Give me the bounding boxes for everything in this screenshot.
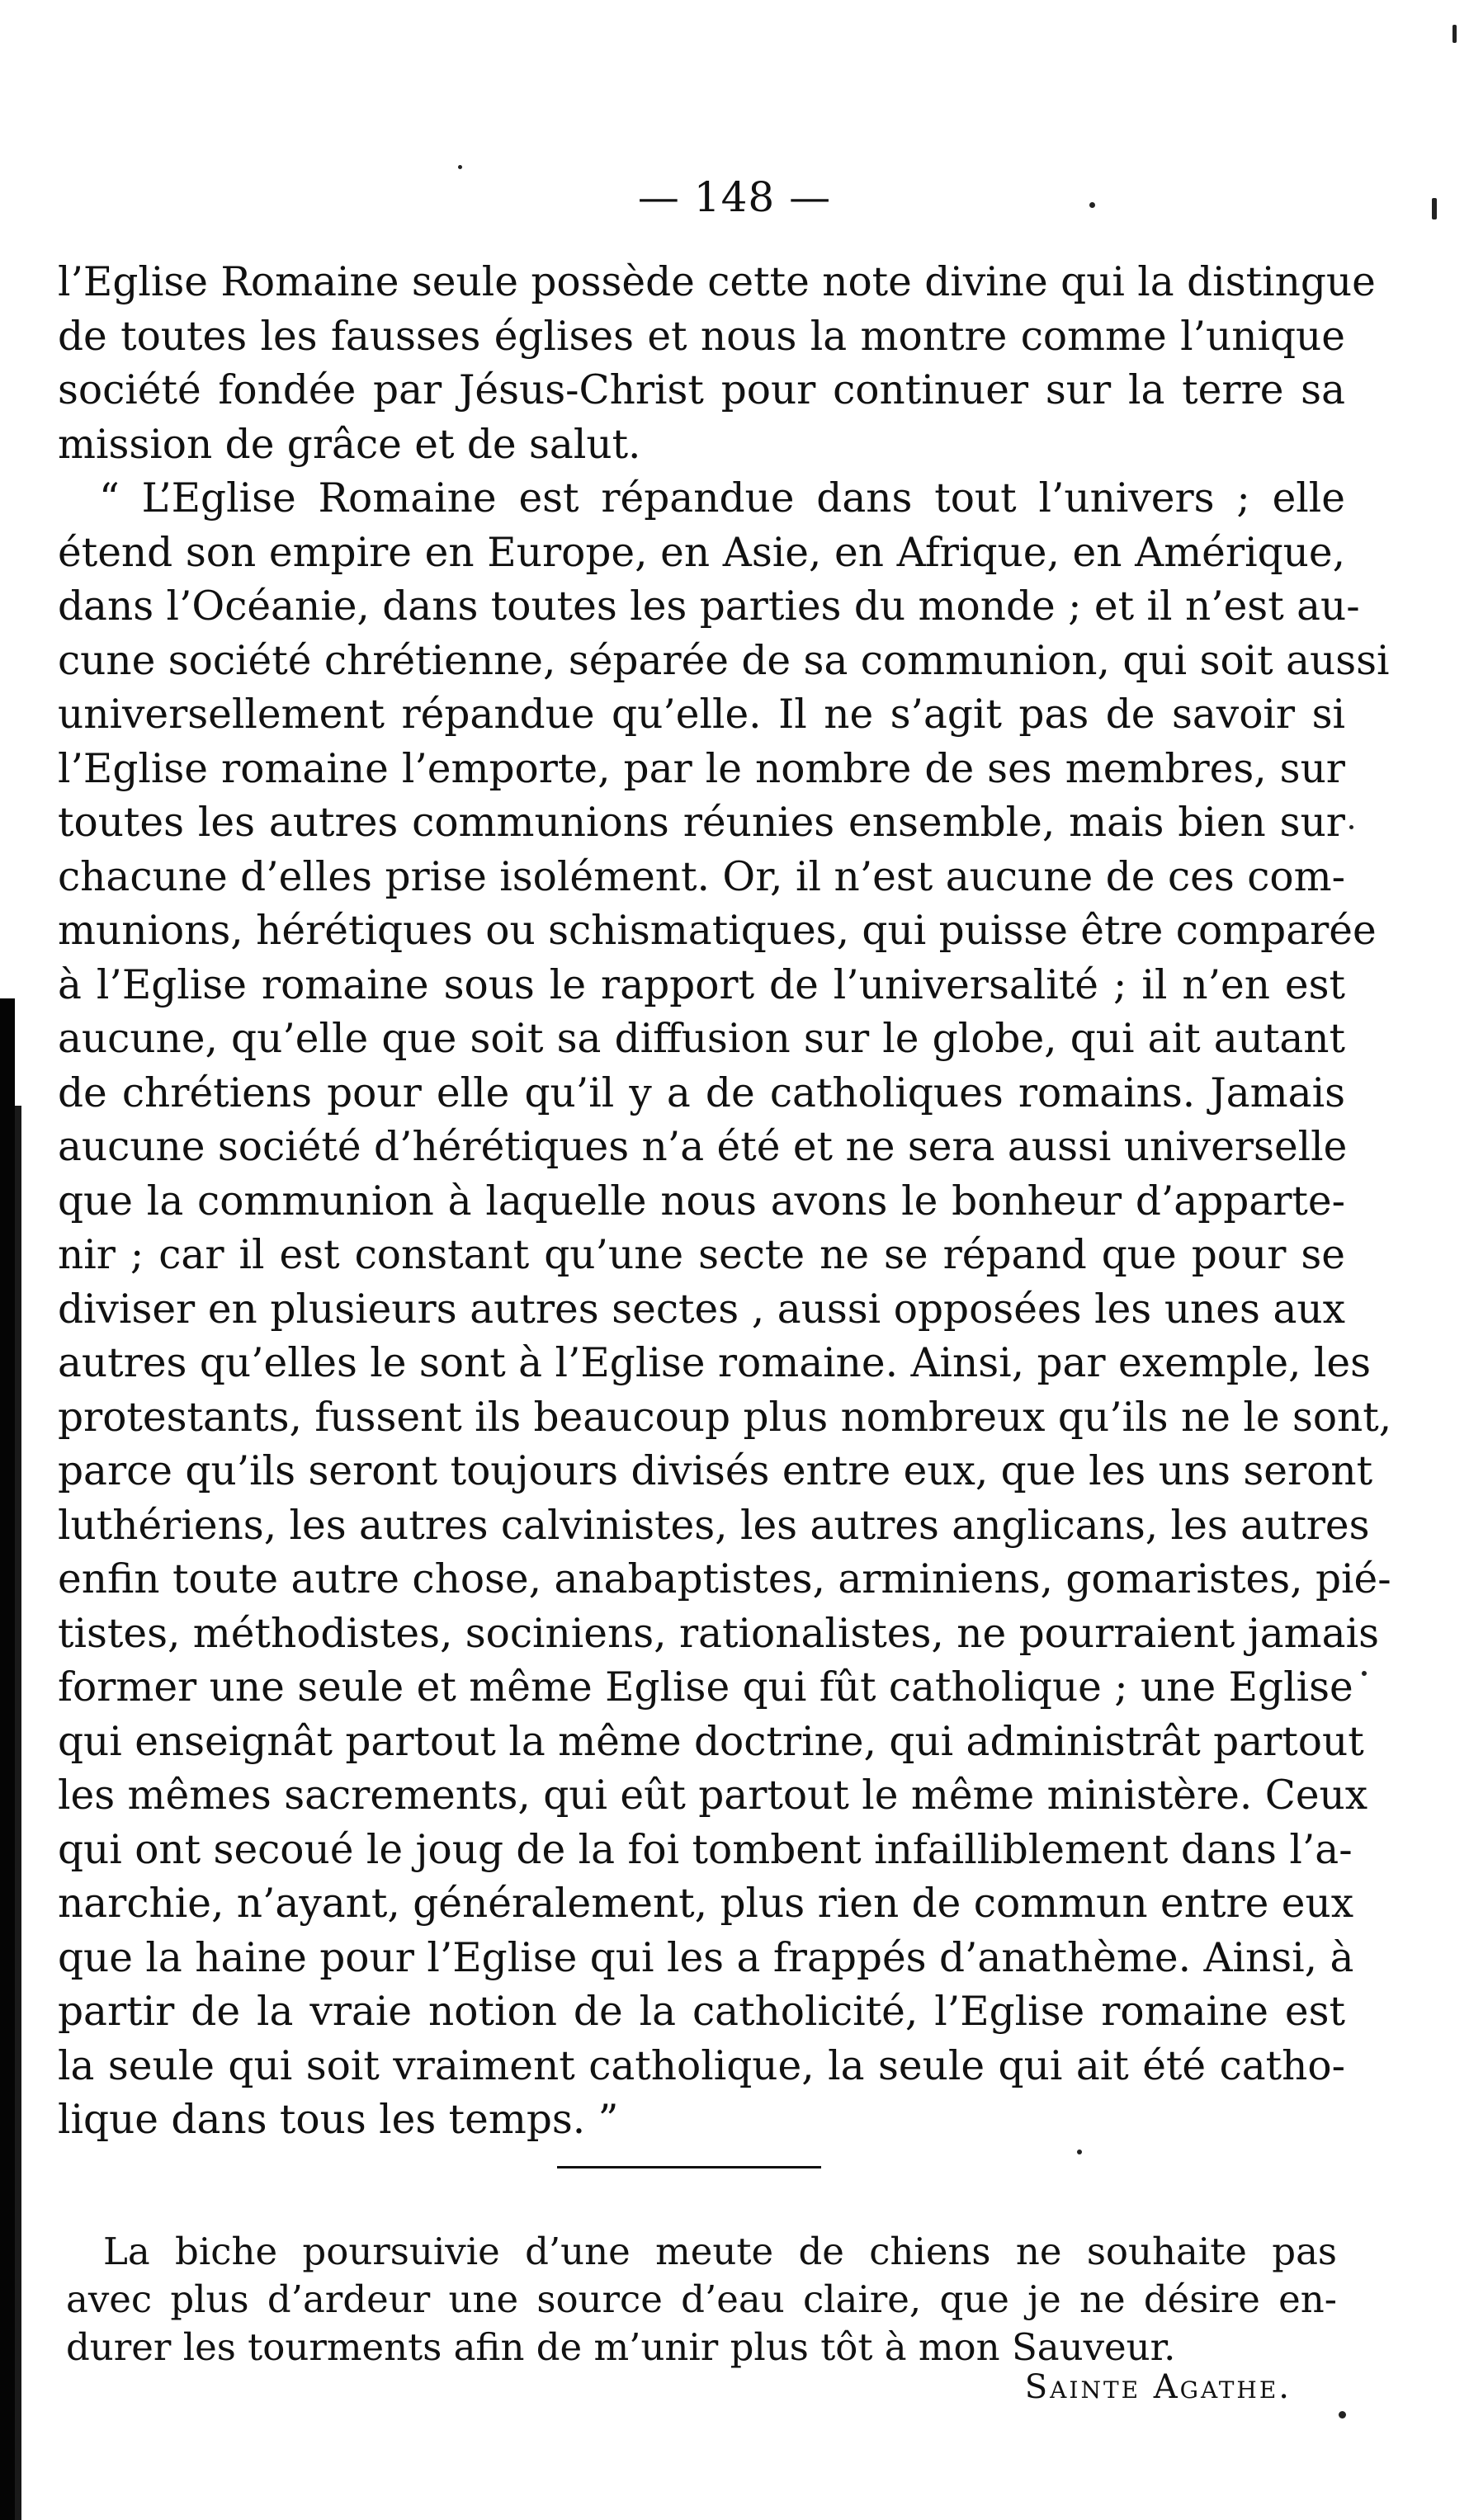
text-line: société fondée par Jésus-Christ pour continuer sur la terre sa <box>58 367 1345 413</box>
text-line: que la haine pour l’Eglise qui les a frappés d’anathème. Ainsi, à <box>58 1934 1354 1981</box>
text-line: autres qu’elles le sont à l’Eglise romaine. Ainsi, par exemple, les <box>58 1340 1371 1386</box>
scan-speck <box>1362 1671 1367 1676</box>
text-line: aucune société d’hérétiques n’a été et ne sera aussi universelle <box>58 1124 1348 1170</box>
scan-speck <box>1339 2411 1346 2419</box>
text-line: nir ; car il est constant qu’une secte ne se répand que pour se <box>58 1232 1345 1278</box>
text-line: munions, hérétiques ou schismatiques, qui puisse être comparée <box>58 908 1377 954</box>
scan-speck <box>1089 202 1095 208</box>
text-line: étend son empire en Europe, en Asie, en Afrique, en Amérique, <box>58 529 1345 576</box>
page-number: — 148 — <box>637 173 832 221</box>
text-line: qui enseignât partout la même doctrine, qui administrât partout <box>58 1718 1364 1765</box>
text-line: protestants, fussent ils beaucoup plus nombreux qu’ils ne le sont, <box>58 1394 1392 1441</box>
scan-speck <box>1349 825 1353 829</box>
epigraph-line: durer les tourments afin de m’unir plus tôt à mon Sauveur. <box>66 2325 1176 2369</box>
text-line: tistes, méthodistes, sociniens, rationalistes, ne pourraient jamais <box>58 1610 1379 1657</box>
binding-shadow <box>0 998 15 2520</box>
text-line: lique dans tous les temps. ” <box>58 2097 619 2143</box>
text-line: les mêmes sacrements, qui eût partout le même ministère. Ceux <box>58 1772 1368 1819</box>
text-line: universellement répandue qu’elle. Il ne s’agit pas de savoir si <box>58 691 1345 738</box>
binding-shadow-inner <box>15 1106 21 2520</box>
text-line: “ L’Eglise Romaine est répandue dans tout l’univers ; elle <box>99 475 1345 521</box>
section-divider <box>557 2166 821 2168</box>
text-line: diviser en plusieurs autres sectes , aussi opposées les unes aux <box>58 1286 1345 1333</box>
text-line: de toutes les fausses églises et nous la montre comme l’unique <box>58 313 1345 360</box>
text-line: aucune, qu’elle que soit sa diffusion sur le globe, qui ait autant <box>58 1016 1345 1062</box>
scan-speck <box>1432 198 1437 219</box>
text-line: mission de grâce et de salut. <box>58 421 641 468</box>
text-line: l’Eglise Romaine seule possède cette note divine qui la distingue <box>58 259 1376 305</box>
text-line: cune société chrétienne, séparée de sa communion, qui soit aussi <box>58 637 1390 684</box>
epigraph-block <box>66 2228 1337 2371</box>
epigraph-attribution: Sainte Agathe. <box>1024 2368 1292 2406</box>
text-line: dans l’Océanie, dans toutes les parties du monde ; et il n’est au- <box>58 583 1360 630</box>
text-line: qui ont secoué le joug de la foi tombent infailliblement dans l’a- <box>58 1826 1353 1873</box>
text-line: de chrétiens pour elle qu’il y a de catholiques romains. Jamais <box>58 1069 1345 1116</box>
text-line: toutes les autres communions réunies ensemble, mais bien sur <box>58 800 1345 846</box>
text-line: que la communion à laquelle nous avons le bonheur d’apparte- <box>58 1177 1345 1225</box>
scan-speck <box>1077 2150 1082 2154</box>
text-line: parce qu’ils seront toujours divisés entre eux, que les uns seront <box>58 1448 1373 1494</box>
scan-speck <box>1452 25 1457 43</box>
scan-speck <box>458 165 462 169</box>
text-line: enfin toute autre chose, anabaptistes, arminiens, gomaristes, pié- <box>58 1556 1391 1602</box>
text-line: à l’Eglise romaine sous le rapport de l’universalité ; il n’en est <box>58 961 1345 1008</box>
epigraph-line: La biche poursuivie d’une meute de chiens ne souhaite pas <box>103 2230 1337 2273</box>
epigraph-line: avec plus d’ardeur une source d’eau claire, que je ne désire en- <box>66 2277 1337 2321</box>
main-text-block <box>58 256 1392 2148</box>
text-line: chacune d’elles prise isolément. Or, il n’est aucune de ces com- <box>58 853 1345 900</box>
text-line: narchie, n’ayant, généralement, plus rien de commun entre eux <box>58 1881 1354 1927</box>
text-line: luthériens, les autres calvinistes, les autres anglicans, les autres <box>58 1502 1370 1549</box>
text-line: former une seule et même Eglise qui fût catholique ; une Eglise <box>58 1664 1353 1711</box>
text-line: la seule qui soit vraiment catholique, la seule qui ait été catho- <box>58 2042 1345 2089</box>
text-line: partir de la vraie notion de la catholicité, l’Eglise romaine est <box>58 1989 1345 2035</box>
text-line: l’Eglise romaine l’emporte, par le nombre de ses membres, sur <box>58 745 1345 792</box>
